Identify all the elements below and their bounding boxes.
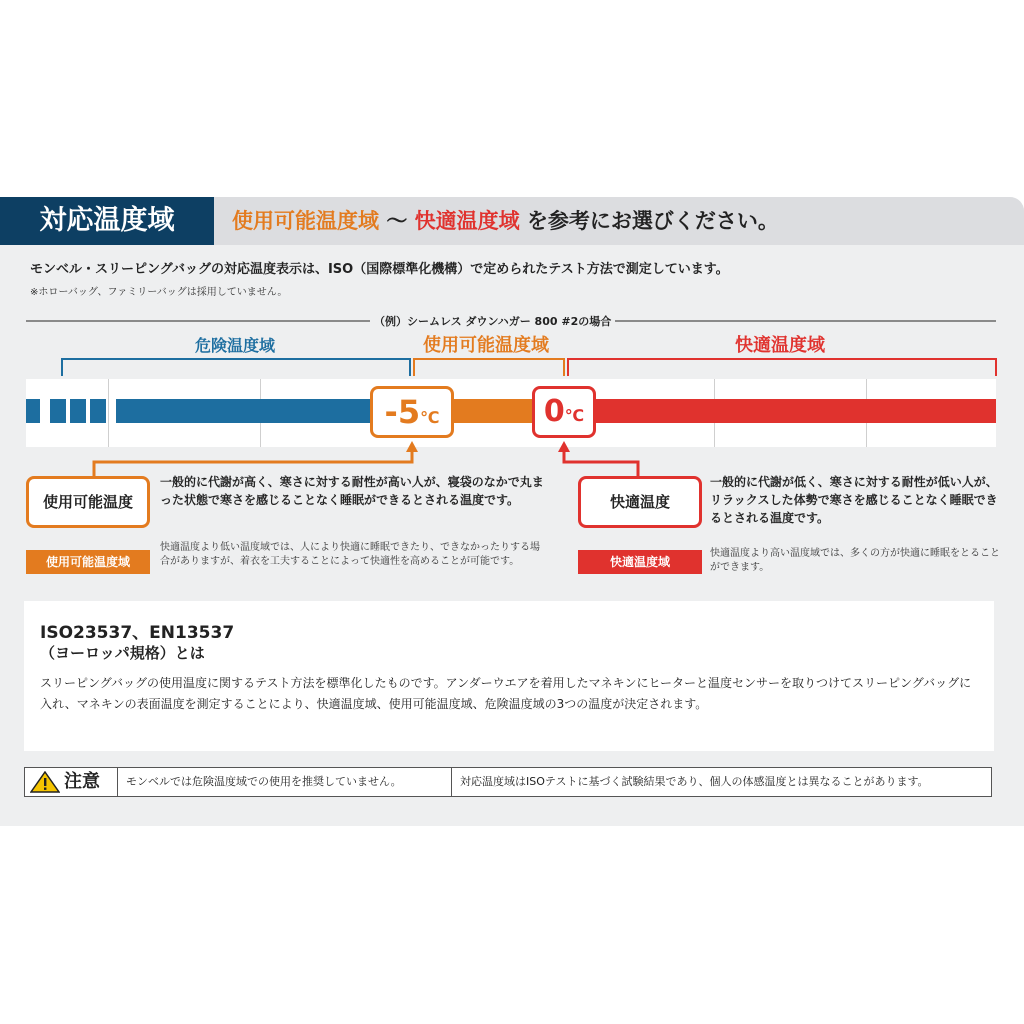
usable-arrow-head	[406, 441, 418, 452]
comfort-zone-description: 快適温度より高い温度域では、多くの方が快適に睡眠をとることができます。	[710, 548, 1000, 573]
usable-temp-description: 一般的に代謝が高く、寒さに対する耐性が高い人が、寝袋のなかで丸まった状態で寒さを感じることなく睡眠ができるとされる温度です。	[160, 475, 544, 507]
comfort-zone-badge: 快適温度域	[578, 550, 702, 574]
iso-subtitle: （ヨーロッパ規格）とは	[40, 644, 205, 662]
caution-text-1: モンベルでは危険温度域での使用を推奨していません。	[126, 775, 402, 788]
subtitle-usable: 使用可能温度域	[232, 209, 379, 233]
comfort-temp-value: 0	[543, 394, 565, 429]
comfort-temp-unit: ℃	[564, 406, 585, 425]
usable-temp-value: -5	[384, 393, 421, 431]
zone-danger-label: 危険温度域	[194, 336, 275, 355]
section-title: 対応温度域	[0, 197, 214, 245]
comfort-arrow-head	[558, 441, 570, 452]
zone-comfort-label: 快適温度域	[735, 335, 825, 356]
usable-zone-description: 快適温度より低い温度域では、人により快適に睡眠できたり、できなかったりする場合がありますが、着衣を工夫することによって快適性を高めることが可能です。	[160, 542, 540, 567]
caution-label: 注意	[64, 771, 100, 792]
subtitle-tilde: 〜	[386, 209, 408, 233]
iso-title: ISO23537、EN13537	[40, 623, 235, 643]
iso-body: スリーピングバッグの使用温度に関するテスト方法を標準化したものです。アンダーウエアを着用したマネキンにヒーターと温度センサーを取りつけてスリーピングバッグに入れ、マネキンの表面温度を測定することにより、快適温度域、使用可能温度域、危険温度域の3つの温度が決定されます。	[40, 676, 972, 711]
usable-zone-badge: 使用可能温度域	[26, 550, 150, 574]
comfort-connector	[564, 450, 638, 476]
subtitle-suffix: を参考にお選びください。	[526, 209, 779, 233]
comfort-temp-description: 一般的に代謝が低く、寒さに対する耐性が低い人が、リラックスした体勢で寒さを感じることなく睡眠できるとされる温度です。	[710, 475, 998, 525]
intro-text: モンベル・スリーピングバッグの対応温度表示は、ISO（国際標準化機構）で定められたテスト方法で測定しています。	[30, 262, 729, 277]
example-caption: （例）シームレス ダウンハガー 800 #2の場合	[370, 313, 615, 329]
warning-triangle-icon	[30, 771, 60, 793]
usable-temp-label: 使用可能温度	[26, 476, 150, 528]
caution-text-2: 対応温度域はISOテストに基づく試験結果であり、個人の体感温度とは異なることがあります。	[460, 775, 929, 788]
caution-divider	[117, 767, 118, 797]
intro-note: ※ホローバッグ、ファミリーバッグは採用していません。	[30, 287, 288, 298]
subtitle-comfort: 快適温度域	[414, 209, 520, 233]
usable-temp-unit: ℃	[420, 408, 440, 427]
caution-divider	[451, 767, 452, 797]
zone-usable-label: 使用可能温度域	[423, 335, 549, 356]
comfort-temp-label: 快適温度	[578, 476, 702, 528]
